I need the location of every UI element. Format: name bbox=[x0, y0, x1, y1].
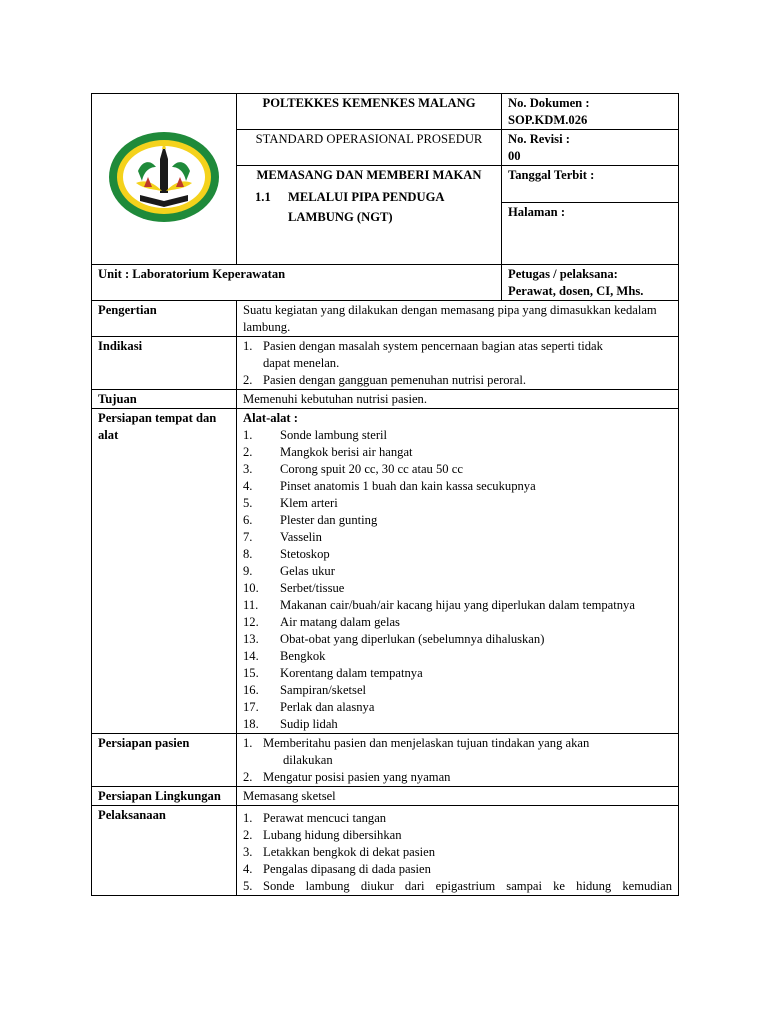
poltekkes-logo-icon bbox=[108, 131, 220, 223]
persiapan-lingkungan-label: Persiapan Lingkungan bbox=[92, 787, 237, 806]
alat-items bbox=[243, 427, 672, 733]
pelaksanaan-item-text: Sonde lambung diukur dari epigastrium sampai ke hidung kemudian bbox=[263, 879, 672, 893]
alat-item bbox=[243, 665, 672, 682]
alat-item bbox=[243, 682, 672, 699]
alat-item-number: 3. bbox=[243, 462, 253, 476]
alat-item-number: 12. bbox=[243, 615, 259, 629]
sop-title-cell bbox=[237, 166, 502, 265]
alat-item bbox=[243, 563, 672, 580]
pelaksanaan-item-number: 1. bbox=[243, 811, 253, 825]
pelaksanaan-item bbox=[243, 861, 672, 878]
subtitle-number: 1.1 bbox=[255, 190, 271, 204]
revision-cell bbox=[502, 130, 679, 166]
list-item: 1. Memberitahu pasien dan menjelaskan tujuan tindakan yang akan dilakukan bbox=[243, 736, 590, 767]
alat-item-text: Sonde lambung steril bbox=[280, 428, 388, 442]
procedure-table bbox=[91, 300, 679, 896]
alat-item-text: Sudip lidah bbox=[280, 717, 338, 731]
alat-item bbox=[243, 631, 672, 648]
unit-cell: Unit : Laboratorium Keperawatan bbox=[92, 265, 502, 301]
persiapan-pasien-list bbox=[237, 734, 679, 787]
doc-type: STANDARD OPERASIONAL PROSEDUR bbox=[237, 130, 502, 166]
pelaksanaan-item bbox=[243, 810, 672, 827]
alat-item-text: Pinset anatomis 1 buah dan kain kassa secukupnya bbox=[280, 479, 536, 493]
alat-item-text: Bengkok bbox=[280, 649, 326, 663]
alat-item bbox=[243, 699, 672, 716]
alat-item-text: Klem arteri bbox=[280, 496, 338, 510]
alat-item bbox=[243, 546, 672, 563]
alat-item-text: Obat-obat yang diperlukan (sebelumnya dihaluskan) bbox=[280, 632, 545, 646]
alat-item-number: 10. bbox=[243, 581, 259, 595]
sop-title: MEMASANG DAN MEMBERI MAKAN bbox=[256, 168, 482, 182]
tujuan-label: Tujuan bbox=[92, 390, 237, 409]
list-item: 1. Pasien dengan masalah system pencernaan bagian atas seperti tidak dapat menelan. bbox=[243, 339, 603, 370]
issue-date-label: Tanggal Terbit : bbox=[502, 166, 679, 203]
pengertian-label: Pengertian bbox=[92, 301, 237, 337]
pelaksanaan-item bbox=[243, 827, 672, 844]
alat-item bbox=[243, 512, 672, 529]
indikasi-list bbox=[237, 337, 679, 390]
alat-item bbox=[243, 614, 672, 631]
alat-item bbox=[243, 444, 672, 461]
list-item: 2. Pasien dengan gangguan pemenuhan nutrisi peroral. bbox=[243, 373, 526, 387]
pelaksanaan-item-number: 4. bbox=[243, 862, 253, 876]
alat-item-number: 9. bbox=[243, 564, 253, 578]
doc-number-value: SOP.KDM.026 bbox=[508, 113, 588, 127]
alat-item-text: Serbet/tissue bbox=[280, 581, 345, 595]
alat-item-text: Sampiran/sketsel bbox=[280, 683, 367, 697]
alat-item-number: 15. bbox=[243, 666, 259, 680]
alat-item-text: Perlak dan alasnya bbox=[280, 700, 375, 714]
revision-value: 00 bbox=[508, 149, 521, 163]
alat-item-number: 5. bbox=[243, 496, 253, 510]
sop-document bbox=[91, 93, 678, 896]
alat-item bbox=[243, 580, 672, 597]
alat-list bbox=[237, 409, 679, 734]
alat-item-text: Gelas ukur bbox=[280, 564, 335, 578]
alat-item-number: 2. bbox=[243, 445, 253, 459]
alat-item bbox=[243, 495, 672, 512]
alat-item-number: 18. bbox=[243, 717, 259, 731]
pelaksanaan-item bbox=[243, 878, 672, 895]
alat-heading: Alat-alat : bbox=[243, 411, 298, 425]
page-label: Halaman : bbox=[502, 203, 679, 265]
officer-label: Petugas / pelaksana: bbox=[508, 267, 618, 281]
alat-item bbox=[243, 597, 672, 614]
alat-item-text: Mangkok berisi air hangat bbox=[280, 445, 413, 459]
alat-item-text: Plester dan gunting bbox=[280, 513, 378, 527]
officer-cell bbox=[502, 265, 679, 301]
alat-item bbox=[243, 461, 672, 478]
alat-item bbox=[243, 716, 672, 733]
doc-number-cell bbox=[502, 94, 679, 130]
alat-item-text: Makanan cair/buah/air kacang hijau yang diperlukan dalam tempatnya bbox=[280, 598, 635, 612]
alat-item-number: 7. bbox=[243, 530, 253, 544]
revision-label: No. Revisi : bbox=[508, 132, 570, 146]
pelaksanaan-item bbox=[243, 844, 672, 861]
pelaksanaan-item-text: Letakkan bengkok di dekat pasien bbox=[263, 845, 436, 859]
pelaksanaan-item-number: 3. bbox=[243, 845, 253, 859]
persiapan-tempat-label: Persiapan tempat dan alat bbox=[92, 409, 237, 734]
indikasi-label: Indikasi bbox=[92, 337, 237, 390]
persiapan-lingkungan-text: Memasang sketsel bbox=[237, 787, 679, 806]
doc-number-label: No. Dokumen : bbox=[508, 96, 590, 110]
logo-cell bbox=[92, 94, 237, 265]
list-item: 2. Mengatur posisi pasien yang nyaman bbox=[243, 770, 451, 784]
alat-item-number: 4. bbox=[243, 479, 253, 493]
pelaksanaan-item-text: Lubang hidung dibersihkan bbox=[263, 828, 402, 842]
alat-item-number: 17. bbox=[243, 700, 259, 714]
alat-item-number: 11. bbox=[243, 598, 259, 612]
pelaksanaan-item-text: Pengalas dipasang di dada pasien bbox=[263, 862, 431, 876]
alat-item bbox=[243, 529, 672, 546]
pelaksanaan-item-number: 5. bbox=[243, 879, 253, 893]
alat-item-text: Vasselin bbox=[280, 530, 322, 544]
alat-item bbox=[243, 648, 672, 665]
alat-item-text: Korentang dalam tempatnya bbox=[280, 666, 423, 680]
alat-item bbox=[243, 427, 672, 444]
pelaksanaan-item-number: 2. bbox=[243, 828, 253, 842]
pelaksanaan-item-text: Perawat mencuci tangan bbox=[263, 811, 387, 825]
pelaksanaan-list bbox=[237, 806, 679, 896]
alat-item-number: 8. bbox=[243, 547, 253, 561]
alat-item-number: 6. bbox=[243, 513, 253, 527]
header-table bbox=[91, 93, 679, 301]
persiapan-pasien-label: Persiapan pasien bbox=[92, 734, 237, 787]
pengertian-text: Suatu kegiatan yang dilakukan dengan memasang pipa yang dimasukkan kedalam lambung. bbox=[237, 301, 679, 337]
institution-name: POLTEKKES KEMENKES MALANG bbox=[237, 94, 502, 130]
tujuan-text: Memenuhi kebutuhan nutrisi pasien. bbox=[237, 390, 679, 409]
sop-subtitle bbox=[243, 187, 495, 227]
subtitle-text: MELALUI PIPA PENDUGA LAMBUNG (NGT) bbox=[288, 190, 444, 224]
alat-item-number: 16. bbox=[243, 683, 259, 697]
alat-item-number: 1. bbox=[243, 428, 253, 442]
alat-item-number: 14. bbox=[243, 649, 259, 663]
officer-value: Perawat, dosen, CI, Mhs. bbox=[508, 284, 644, 298]
alat-item bbox=[243, 478, 672, 495]
alat-item-number: 13. bbox=[243, 632, 259, 646]
pelaksanaan-label: Pelaksanaan bbox=[92, 806, 237, 896]
alat-item-text: Air matang dalam gelas bbox=[280, 615, 400, 629]
alat-item-text: Stetoskop bbox=[280, 547, 330, 561]
alat-item-text: Corong spuit 20 cc, 30 cc atau 50 cc bbox=[280, 462, 463, 476]
